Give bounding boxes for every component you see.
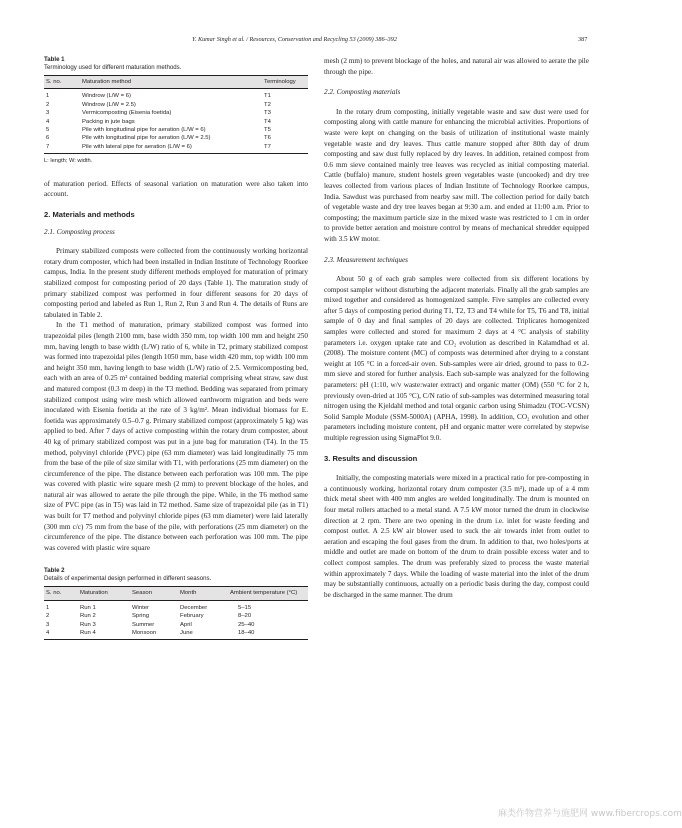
table-2-header: S. no.: [44, 587, 78, 600]
table-1-label: Table 1: [44, 56, 65, 63]
table-cell: 1: [46, 604, 50, 611]
paragraph: Primary stabilized composts were collected from the continuously working horizontal rotary drum composter, which had been installed in Indian Institute of Technology Roorkee campus, India. In the present study different methods employed for maturation of primary stabilized compost for composting period of 20 days (Table 1). The maturation study of primary stabilized compost was performed in four different seasons for 20 days of composting period and labeled as Run 1, Run 2, Run 3 and Run 4. The details of Runs are tabulated in Table 2.: [44, 247, 308, 319]
table-cell: Run 2: [80, 613, 96, 620]
table-row: [44, 629, 308, 640]
table-cell: 5: [46, 127, 50, 134]
table-cell: Spring: [132, 613, 150, 620]
paragraph: Initially, the composting materials were mixed in a practical ratio for pre-composting in a continuously working, horizontal rotary drum composter (3.5 m³), made up of a 4 mm thick metal sheet with 400 mm angles are welded longitudinally. The drum is mounted on four metal rollers attached to a metal stand. A 7.5 kW motor turned the drum in clockwise direction at 2 rpm. There are two opening in the drum i.e. inlet for waste feeding and compost outlet. A 2.5 kW air blower used to suck the air towards inlet from outlet to aeration and escaping the foul gases from the drum. In addition to that, two holes/ports at middle and outlet are made on bottom of the drum to drain possible excess water and to collect compost samples. The drum was preferably sized to process the waste material within approximately 7 days. While the loading of waste material into the inlet of the drum may be substantially continuous, actually on a periodic basis during the day, compost could be discharged in the same manner. The drum: [324, 474, 589, 599]
right-column: [324, 56, 589, 600]
table-cell: Pile with longitudinal pipe for aeration (L/W = 6): [82, 127, 206, 134]
table-cell: T3: [264, 110, 271, 117]
table-cell: Packing in jute bags: [82, 118, 135, 125]
table-cell: 2: [46, 613, 50, 620]
table-row: [44, 89, 308, 101]
table-cell: 4: [46, 630, 50, 637]
table-cell: Run 4: [80, 630, 96, 637]
table-cell: T1: [264, 93, 271, 100]
table-cell: T6: [264, 135, 271, 142]
table-2-caption: Details of experimental design performed in different seasons.: [44, 575, 212, 583]
table-cell: Pile with longitudinal pipe for aeration (L/W = 2.5): [82, 135, 211, 142]
table-row: [44, 109, 308, 117]
table-cell: 4: [46, 118, 50, 125]
table-cell: 6: [46, 135, 50, 142]
journal-citation: Y. Kumar Singh et al. / Resources, Conservation and Recycling 53 (2009) 386–392: [192, 36, 397, 43]
table-2-header: Season: [130, 587, 178, 600]
table-cell: Windrow (L/W = 2.5): [82, 101, 136, 108]
table-1-footnote: L: length; W: width.: [44, 158, 93, 165]
left-column: [44, 56, 308, 640]
table-2-header: Ambient temperature (°C): [228, 587, 308, 600]
table-1-caption: Terminology used for different maturation methods.: [44, 64, 182, 71]
page-number: 387: [578, 36, 588, 43]
table-row: [44, 600, 308, 612]
table-cell: Monsoon: [132, 630, 157, 637]
paragraph: In the T1 method of maturation, primary stabilized compost was formed into trapezoidal piles (length 2100 mm, base width 350 mm, top width 100 mm and height 250 mm, having length to base width (L/W) ratio of 6, while in T2, primary stabilized compost was formed into trapezoidal piles (length 1050 mm, base width 420 mm, top width 100 mm and height 350 mm, having length to base width (L/W) ratio of 2.5. Vermicomposting bed, each with an area of 0.25 m² contained bedding material comprising wheat straw, saw dust and matured compost (0.3 m deep) in the T3 method. Bedding was separated from primary stabilized compost using wire mesh which allowed earthworm migration and beds were inoculated with Eisenia foetida at the rate of 3 kg/m². Mean individual biomass for E. foetida was approximately 0.5–0.7 g. Primary stabilized compost (approximately 5 kg) was applied to bed. After 7 days of active composting within the rotary drum composter, about 40 kg of primary stabilized compost was put in a jute bag for maturation (T4). In the T5 method, polyvinyl chloride (PVC) pipe (63 mm diameter) was laid longitudinally 75 mm from the base of the pile of size similar with T1, with perforations (25 mm diameter) on the circumference of the pipe. The distance between each perforation was 100 mm. The pipe was covered with plastic wire square mesh (2 mm) to prevent blockage of the holes, and natural air was allowed to aerate the pile through the pipe. While, in the T6 method same size of PVC pipe (as in T5) was laid in T2 method. Same size of trapezoidal pile (as in T1) was built for T7 method and polyvinyl chloride pipes (63 mm diameter) were laid laterally (300 mm c/c) 75 mm from the base of the pile, with perforations (25 mm diameter) on the circumference of the pipe. The distance between each perforation was 100 mm. The pipe was covered with plastic wire square: [44, 321, 308, 552]
subsection-heading: 2.2. Composting materials: [324, 88, 401, 97]
table-1-grid: [44, 75, 308, 154]
table-cell: T7: [264, 143, 271, 150]
table-cell: T4: [264, 118, 271, 125]
section-heading: 2. Materials and methods: [44, 210, 135, 220]
table-cell: Windrow (L/W = 6): [82, 93, 131, 100]
table-cell: February: [180, 613, 204, 620]
table-row: [44, 126, 308, 134]
table-cell: T2: [264, 101, 271, 108]
table-2: [44, 567, 308, 640]
table-cell: 8–20: [238, 613, 252, 620]
table-cell: 1: [46, 93, 50, 100]
table-cell: Vermicomposting (Eisenia foetida): [82, 110, 172, 117]
table-cell: 2: [46, 101, 50, 108]
paragraph: of maturation period. Effects of seasonal variation on maturation were also taken into account.: [44, 179, 308, 199]
table-cell: June: [180, 630, 193, 637]
table-cell: 5–15: [238, 604, 252, 611]
subsection-heading: 2.3. Measurement techniques: [324, 255, 408, 264]
table-cell: Summer: [132, 621, 155, 628]
table-row: [44, 621, 308, 629]
table-cell: 7: [46, 143, 50, 150]
table-cell: 25–40: [238, 621, 255, 628]
table-1-header: S. no.: [44, 76, 80, 89]
table-1-header: Maturation method: [80, 76, 262, 89]
section-heading: 3. Results and discussion: [324, 453, 418, 463]
table-cell: Pile with lateral pipe for aeration (L/W = 6): [82, 143, 192, 150]
table-2-label: Table 2: [44, 567, 65, 575]
table-2-grid: [44, 586, 308, 640]
table-cell: 18–40: [238, 630, 255, 637]
table-1: [44, 56, 308, 167]
table-cell: Run 3: [80, 621, 96, 628]
table-cell: April: [180, 621, 192, 628]
table-row: [44, 101, 308, 109]
paragraph: mesh (2 mm) to prevent blockage of the holes, and natural air was allowed to aerate the pile through the pipe.: [324, 57, 589, 76]
paragraph: About 50 g of each grab samples were collected from six different locations by compost sampler without disturbing the adjacent materials. Finally all the grab samples are mixed together and considered as homogenized sample. Five samples are collected every after 5 days of composting period during T1, T2, T3 and T4 while for T5, T6 and T8, initial sample of 0 day and final samples of 20 days are collected. Triplicates homogenized samples were collected and stored for maximum 2 days at 4 °C analysis of stability parameters i.e. oxygen uptake rate and CO₂ evolution as described in Kalamdhad et al. (2008). The moisture content (MC) of composts was determined after drying to a constant weight at 105 °C in a forced-air oven. Sub-samples were air dried, ground to pass to 0.2-mm sieve and stored for further analysis. Each sub-sample was analyzed for the following parameters: pH (1:10, w/v waste:water extract) and organic matter (OM) (550 °C for 2 h, previously oven-dried at 105 °C), C/N ratio of sub-samples was determined measuring total nitrogen using the Kjeldahl method and total organic carbon using Shimadzu (TOC-VCSN) Solid Sample Module (SSM-5000A) (APHA, 1998). In addition, CO₂ evolution and other parameters including moisture content, pH and organic matter were correlated by stepwise multiple regression using SigmaPlot 9.0.: [324, 275, 589, 442]
table-1-header: Terminology: [262, 76, 308, 89]
table-cell: December: [180, 604, 208, 611]
table-row: [44, 612, 308, 620]
table-row: [44, 118, 308, 126]
table-2-header: Month: [178, 587, 228, 600]
table-cell: 3: [46, 621, 50, 628]
subsection-heading: 2.1. Composting process: [44, 227, 115, 236]
paragraph: In the rotary drum composting, initially vegetable waste and saw dust were used for composting along with cattle manure for enhancing the microbial activities. Proportions of waste were kept on changing on the basis of utilization of institutional waste mainly vegetable waste and dry leaves. Thus cattle manure stopped after 80th day of drum composting and saw dust fully replaced by dry leaves. In addition, retained compost from 0.6 mm sieve contained mainly tree leaves was recycled as initial composting material. Cattle (buffalo) manure, student hostels green vegetables waste (uncooked) and dry tree leaves collected from various places of Indian Institute of Technology Roorkee campus, India. Sawdust was purchased from nearby saw mill. The collection period for daily batch of vegetable waste and dry tree leaves began at 9:30 a.m. and ended at 11:00 a.m. Prior to composting; the maximum particle size in the mixed waste was restricted to 1 cm in order to provide better aeration and moisture control by means of mechanical shredder equipped with 3.5 kW motor.: [324, 107, 589, 243]
table-2-header: Maturation: [78, 587, 130, 600]
table-row: [44, 143, 308, 154]
table-cell: Run 1: [80, 604, 96, 611]
table-cell: 3: [46, 110, 50, 117]
watermark: 麻类作物营养与施肥网 www.fibercrops.com: [498, 809, 682, 819]
table-cell: Winter: [132, 604, 150, 611]
table-row: [44, 134, 308, 142]
table-cell: T5: [264, 127, 271, 134]
